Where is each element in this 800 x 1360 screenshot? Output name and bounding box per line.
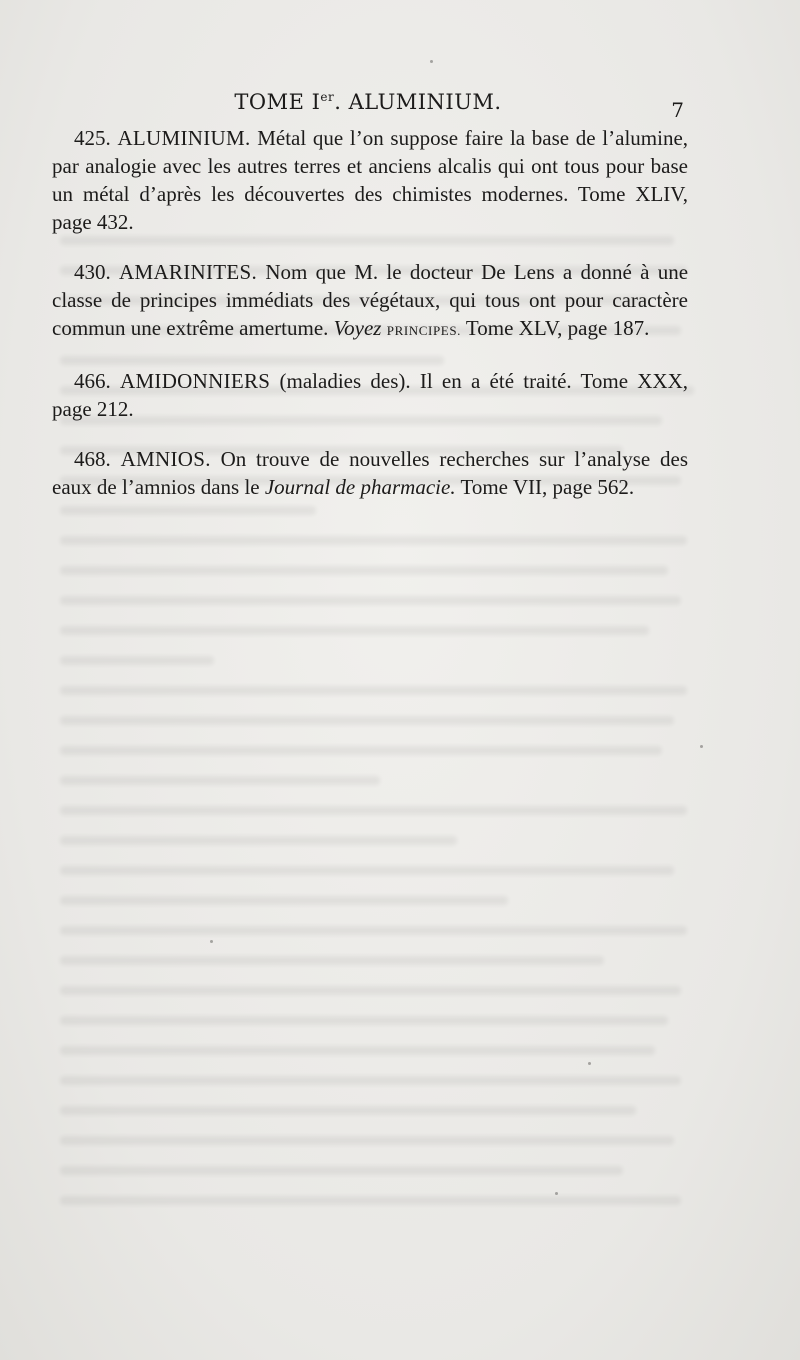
voyez-label: Voyez xyxy=(333,316,382,340)
entry-heading: AMNIOS. xyxy=(120,447,211,471)
paper-speck xyxy=(555,1192,558,1195)
entry-heading: AMIDONNIERS xyxy=(119,369,271,393)
entry-list xyxy=(52,124,688,523)
entry-heading: AMARINITES. xyxy=(119,260,258,284)
page-number: 7 xyxy=(671,98,684,122)
running-title xyxy=(52,90,684,114)
entry-heading: ALUMINIUM. xyxy=(117,126,251,150)
entry-text: Métal que l’on suppose faire la base de l’alumine, par analogie avec les autres terres et anciens alcalis qui ont tous pour base un métal d’après les découvertes des chimistes modernes. Tome XLIV, page 432. xyxy=(52,126,689,234)
title-prefix: TOME I xyxy=(234,90,321,114)
running-header xyxy=(52,90,684,122)
entry-number: 466. xyxy=(74,369,111,393)
entry-text: Nom que M. le docteur De Lens a donné à une classe de principes immédiats des végétaux, qui tous ont pour caractère commun une extrême amertume. xyxy=(52,260,689,340)
cross-reference: PRINCIPES. xyxy=(386,323,462,338)
entry-amarinites xyxy=(52,258,688,345)
journal-title: Journal de pharmacie. xyxy=(264,475,456,499)
title-superscript: er xyxy=(320,90,335,104)
paper-speck xyxy=(430,60,433,63)
entry-citation: Tome VII, page 562. xyxy=(460,475,635,499)
entry-number: 425. xyxy=(74,126,111,150)
paper-speck xyxy=(210,940,213,943)
entry-amidonniers xyxy=(52,367,688,423)
paper-speck xyxy=(700,745,703,748)
entry-text: (maladies des). Il en a été traité. Tome XXX, page 212. xyxy=(52,369,688,421)
entry-aluminium xyxy=(52,124,688,236)
entry-number: 468. xyxy=(74,447,111,471)
title-suffix: . ALUMINIUM. xyxy=(334,90,502,114)
paper-speck xyxy=(588,1062,591,1065)
entry-text: On trouve de nouvelles recherches sur l’analyse des eaux de l’amnios dans le xyxy=(52,447,689,499)
entry-citation: Tome XLV, page 187. xyxy=(465,316,650,340)
entry-number: 430. xyxy=(74,260,111,284)
entry-amnios xyxy=(52,445,688,501)
